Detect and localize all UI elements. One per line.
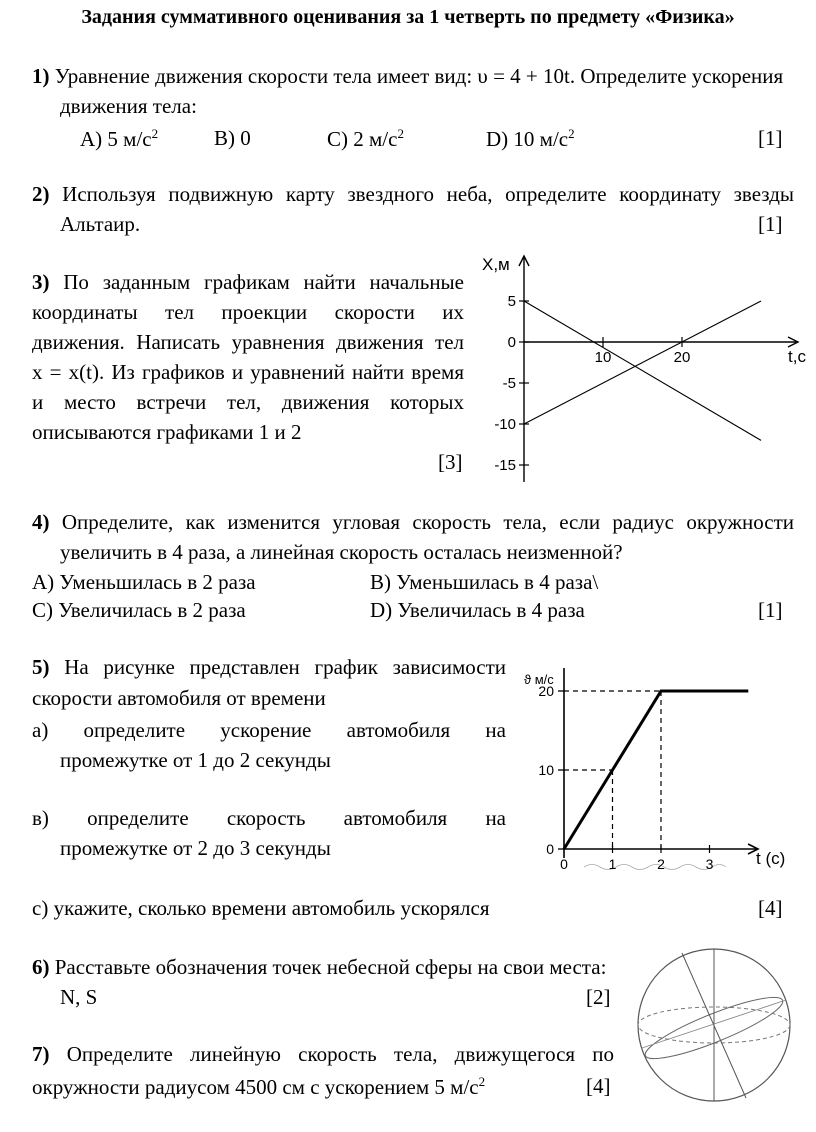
graph1-x-tick-label: 20 [673, 349, 691, 366]
question-4-option-c: C) Увеличилась в 2 раза [32, 598, 246, 622]
graph2-x-tick-label: 0 [560, 856, 568, 872]
graph2-x-tick-label: 3 [705, 856, 714, 872]
question-3-number: 3) [32, 270, 50, 294]
question-4-line2: увеличить в 4 раза, а линейная скорость осталась неизменной? [60, 540, 623, 564]
question-1-line1 [32, 64, 783, 89]
question-3-line5: и место встречи тел, движения которых [32, 390, 464, 414]
question-5-number: 5) [32, 655, 50, 679]
question-5-part-a-line1: а) определите ускорение автомобиля на [32, 718, 506, 742]
question-3-line4: x = x(t). Из графиков и уравнений найти время [32, 360, 464, 384]
question-6-line1: 6) Расставьте обозначения точек небесной сферы на свои места: [32, 955, 607, 979]
question-4-points: [1] [758, 598, 783, 622]
celestial-sphere-diagram [634, 938, 794, 1112]
graph2-x-tick-label: 2 [657, 856, 665, 872]
question-6-line2: N, S [60, 985, 98, 1009]
question-3-line3: движения. Написать уравнения движения тел [32, 330, 464, 354]
question-3-points: [3] [438, 450, 463, 474]
graph2-y-tick-label: 20 [538, 683, 554, 699]
graph1-y-tick-label: 5 [507, 293, 516, 310]
question-5-points: [4] [758, 896, 783, 920]
graph2-x-tick-label: 1 [608, 856, 617, 872]
question-4-line1: 4) Определите, как изменится угловая скорость тела, если радиус окружности [32, 510, 794, 534]
question-3-line2: координаты тел проекции скорости их [32, 300, 464, 324]
question-5-part-a-line2: промежутке от 1 до 2 секунды [60, 748, 331, 772]
question-2-number: 2) [32, 182, 50, 206]
question-4-option-d: D) Увеличилась в 4 раза [370, 598, 585, 622]
question-3-line6: описываются графиками 1 и 2 [32, 420, 302, 444]
question-1-text: Уравнение движения скорости тела имеет вид: υ = 4 + 10t. Определите ускорения [54, 64, 784, 88]
question-4-option-b: B) Уменьшилась в 4 раза\ [370, 570, 599, 594]
velocity-time-graph [512, 664, 802, 880]
graph2-y-tick-label: 10 [538, 762, 554, 778]
graph1-y-tick-label: -15 [494, 457, 516, 474]
question-5-line2: скорости автомобиля от времени [32, 686, 326, 710]
question-7-line2: окружности радиусом 4500 см с ускорением 5 $м/с^2$ [32, 1074, 486, 1099]
question-1-points: [1] [758, 126, 783, 150]
question-1-option-a: А) 5 $м/с^2$ [80, 126, 159, 151]
graph1-y-tick-label: -10 [494, 416, 516, 433]
graph2-x-label: t (c) [756, 849, 786, 868]
question-7-number: 7) [32, 1042, 50, 1066]
graph1-x-tick-label: 10 [594, 349, 612, 366]
question-5-line1: 5) На рисунке представлен график зависимости [32, 655, 506, 679]
question-5-part-b-line1: в) определите скорость автомобиля на [32, 806, 506, 830]
question-1-number: 1) [32, 64, 50, 88]
page-title: Задания суммативного оценивания за 1 четверть по предмету «Физика» [81, 6, 735, 28]
question-1-option-c: C) 2 $м/с^2$ [327, 126, 404, 151]
question-5-part-b-line2: промежутке от 2 до 3 секунды [60, 836, 331, 860]
position-time-graph [478, 250, 810, 490]
question-1-line2: движения тела: [60, 94, 197, 118]
question-1-option-b: B) 0 [214, 126, 251, 150]
question-3-line1: 3) По заданным графикам найти начальные [32, 270, 464, 294]
question-6-number: 6) [32, 955, 50, 979]
question-6-points: [2] [586, 985, 611, 1009]
question-4-number: 4) [32, 510, 50, 534]
question-7-line1: 7) Определите линейную скорость тела, движущегося по [32, 1042, 614, 1066]
graph1-y-tick-label: 0 [507, 334, 516, 351]
question-1-option-d: D) 10 $м/с^2$ [486, 126, 575, 151]
graph2-y-tick-label: 0 [546, 841, 554, 857]
graph1-y-tick-label: -5 [502, 375, 516, 392]
question-7-points: [4] [586, 1074, 611, 1098]
graph1-x-label: t,c [788, 347, 806, 366]
graph1-series-1-line [524, 301, 761, 440]
graph1-series-2-line [524, 301, 761, 424]
graph2-y-label: ϑ м/с [524, 672, 554, 687]
question-2-text: Используя подвижную карту звездного неба, определите координату звезды [62, 182, 795, 206]
question-2-line1 [32, 182, 794, 207]
question-2-line2: Альтаир. [60, 212, 141, 236]
graph1-y-label: X,м [482, 255, 510, 274]
question-2-points: [1] [758, 212, 783, 236]
question-5-part-c: с) укажите, сколько времени автомобиль ускорялся [32, 896, 490, 920]
question-4-option-a: А) Уменьшилась в 2 раза [32, 570, 256, 594]
